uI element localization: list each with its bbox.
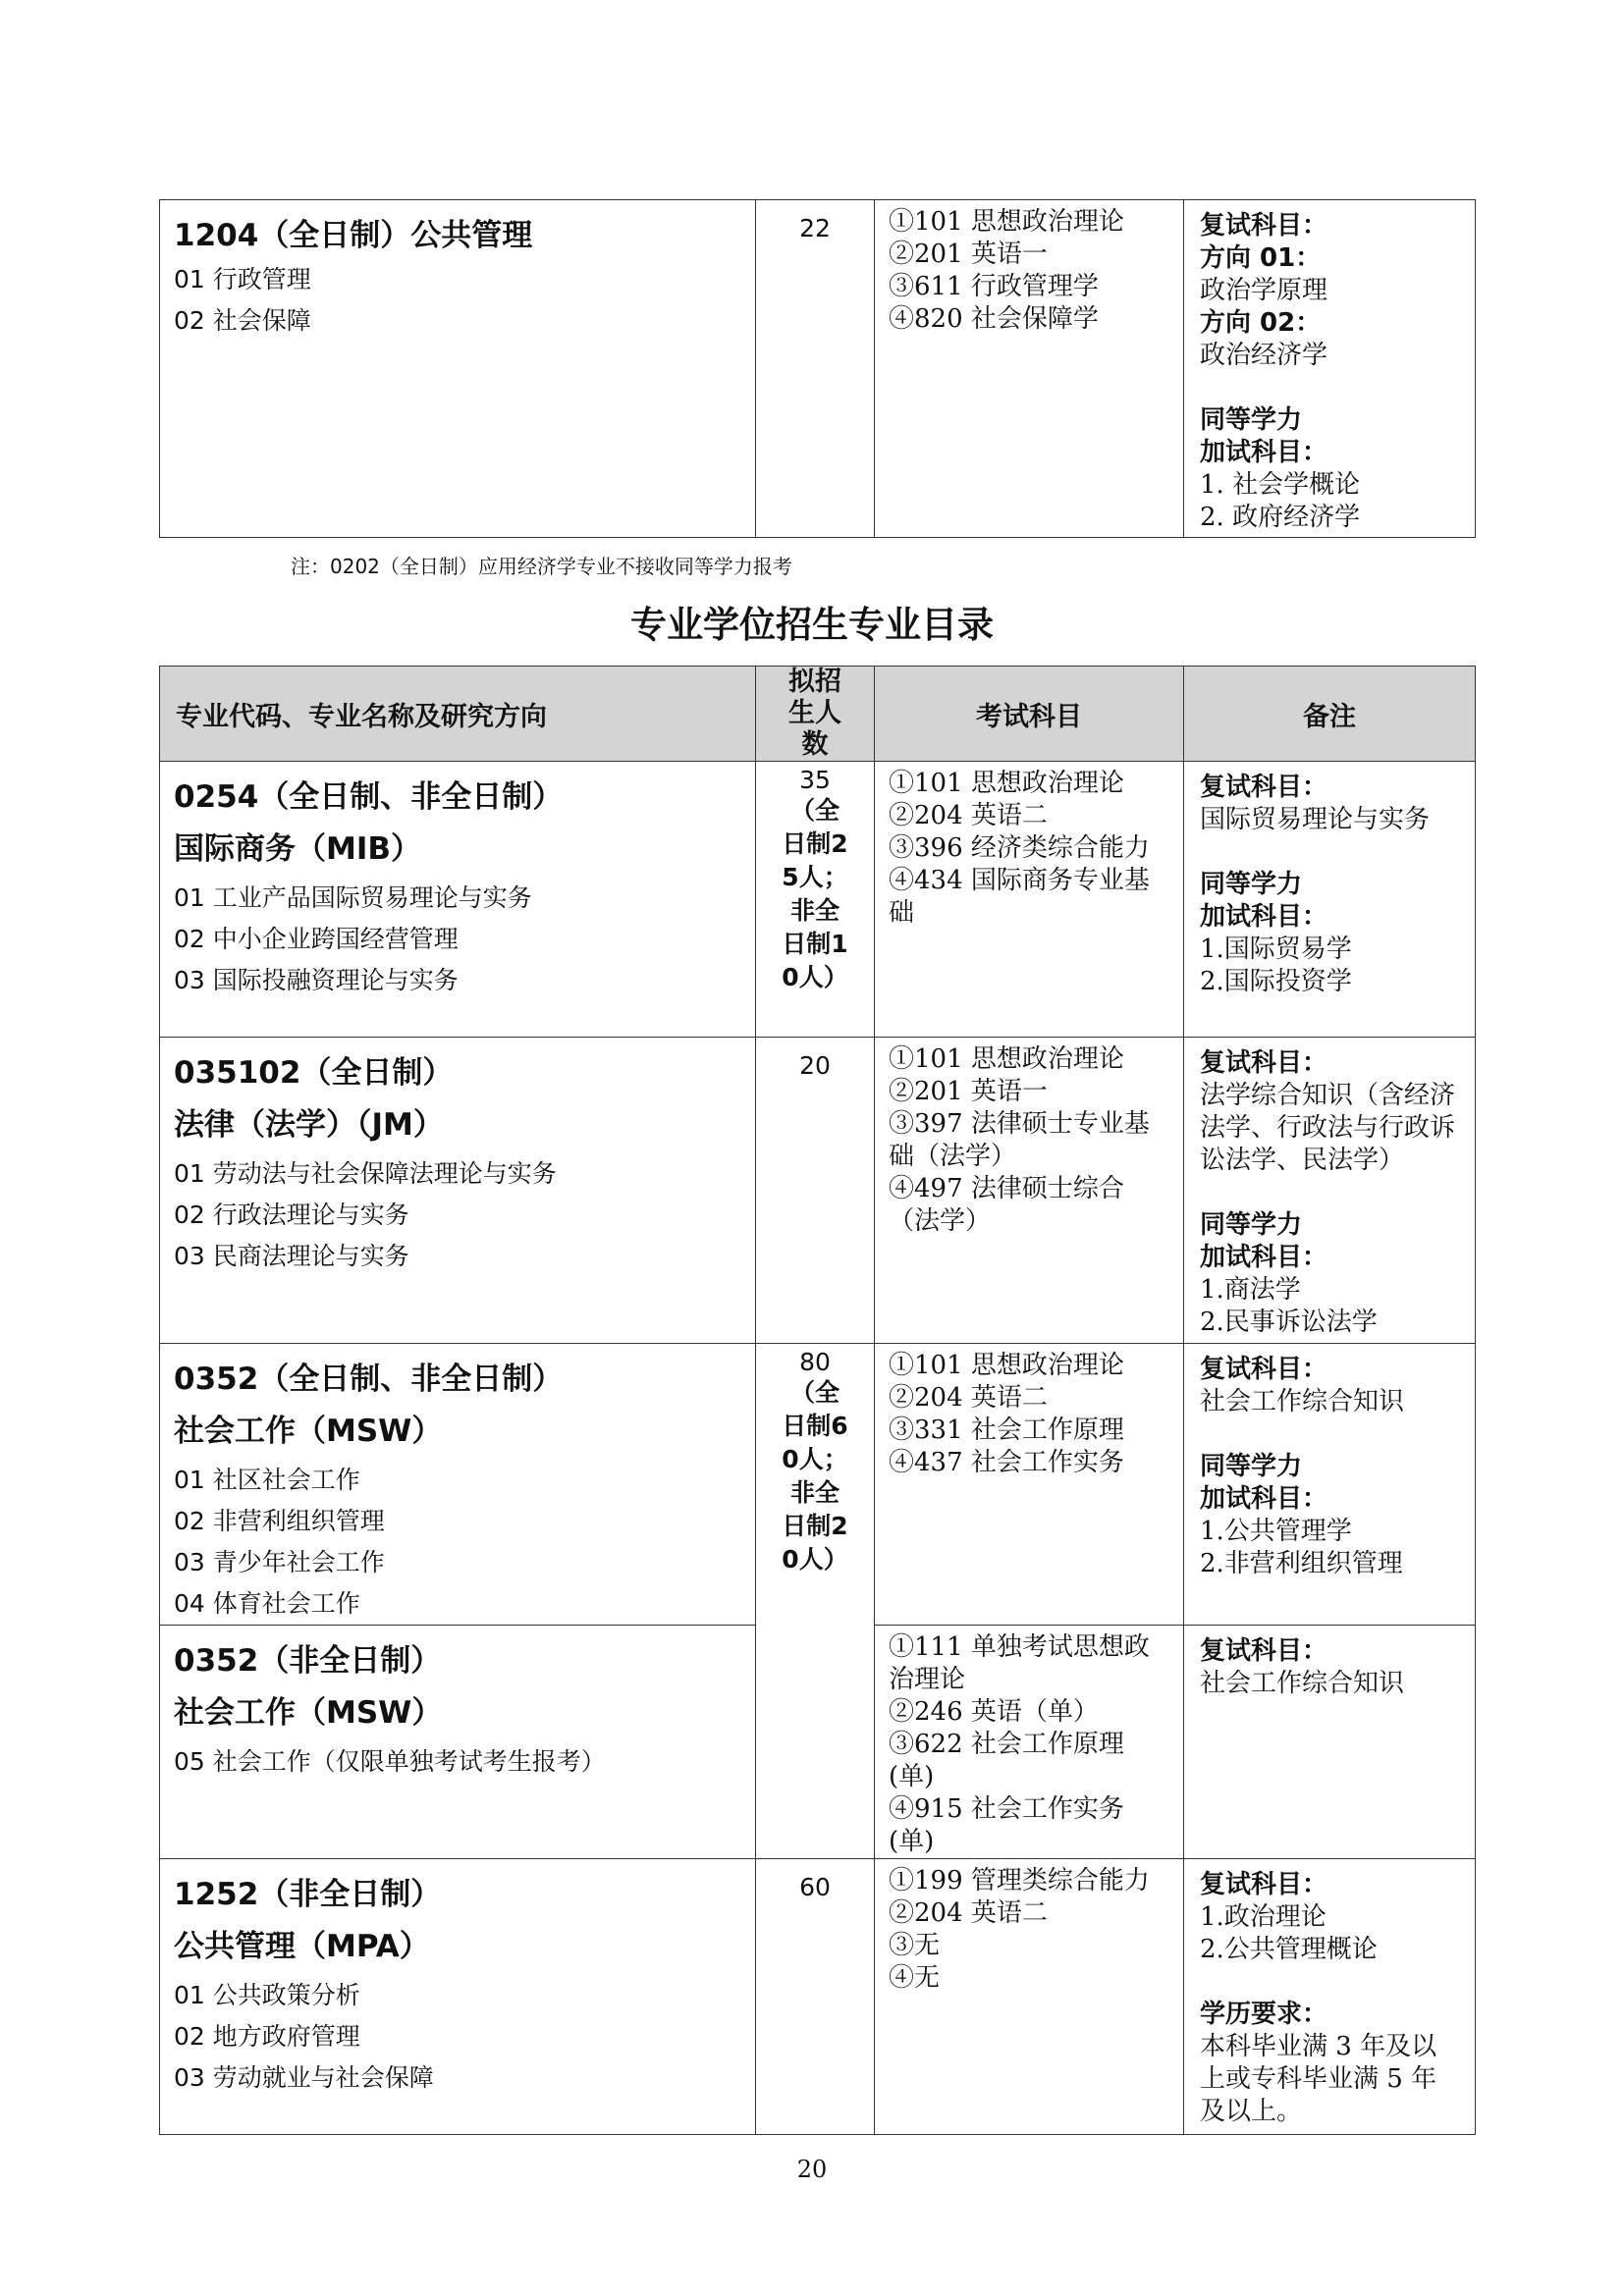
remark-line: 同等学力 [1200, 1452, 1303, 1481]
remark-spacer [1200, 1966, 1461, 1999]
remark-line: 同等学力 [1200, 870, 1303, 899]
header-quota-label: 拟招生人数 [788, 667, 841, 760]
remarks-cell [1184, 762, 1476, 1038]
exam-item: ②201 英语一 [889, 1077, 1048, 1106]
remark-line: 2.民事诉讼法学 [1200, 1308, 1378, 1337]
remark-line: 2.非营利组织管理 [1200, 1549, 1403, 1578]
remark-line: 方向 01： [1200, 243, 1322, 273]
exam-cell [875, 1859, 1184, 2135]
program-code: 0352（非全日制） [174, 1643, 442, 1679]
exam-cell [875, 1626, 1184, 1859]
section-title: 专业学位招生专业目录 [630, 604, 994, 646]
program-code: 0254（全日制、非全日制） [174, 779, 564, 815]
remark-line: 同等学力 [1200, 405, 1303, 435]
direction-item: 03 劳动就业与社会保障 [174, 2063, 434, 2092]
direction-item: 01 行政管理 [174, 265, 311, 294]
table-row [160, 1344, 1476, 1626]
remark-line: 复试科目： [1200, 773, 1328, 802]
remarks-cell [1184, 1344, 1476, 1626]
program-cell [160, 200, 756, 538]
exam-item: ②201 英语一 [889, 240, 1048, 269]
exam-item: ③331 社会工作原理 [889, 1415, 1124, 1445]
quota-detail: （全日制60人；非全日制20人） [782, 1378, 848, 1574]
remarks-cell [1184, 1859, 1476, 2135]
program-name: 社会工作（MSW） [174, 1695, 443, 1731]
remark-line: 2.国际投资学 [1200, 967, 1352, 996]
remark-line: 社会工作综合知识 [1200, 1387, 1405, 1416]
direction-item: 01 劳动法与社会保障法理论与实务 [174, 1159, 557, 1188]
exam-item: ④434 国际商务专业基础 [889, 866, 1150, 928]
remark-spacer [1200, 372, 1461, 404]
exam-item: ②246 英语（单） [889, 1697, 1099, 1727]
remark-line: 1.公共管理学 [1200, 1517, 1352, 1546]
exam-item: ③611 行政管理学 [889, 272, 1099, 301]
remark-spacer [1200, 836, 1461, 869]
exam-item: ③622 社会工作原理(单) [889, 1730, 1124, 1791]
remark-line: 复试科目： [1200, 1048, 1328, 1078]
exam-item: ④437 社会工作实务 [889, 1448, 1124, 1477]
exam-item: ①101 思想政治理论 [889, 1044, 1124, 1074]
direction-item: 03 国际投融资理论与实务 [174, 966, 459, 994]
exam-item: ①101 思想政治理论 [889, 207, 1124, 237]
remark-line: 政治学原理 [1200, 276, 1328, 305]
quota-cell [756, 200, 875, 538]
remark-line: 加试科目： [1200, 1243, 1328, 1272]
direction-item: 02 社会保障 [174, 306, 311, 335]
direction-item: 04 体育社会工作 [174, 1589, 360, 1618]
program-cell [160, 1859, 756, 2135]
quota-number: 35 [799, 766, 831, 794]
quota-number: 60 [799, 1873, 831, 1901]
remark-line: 社会工作综合知识 [1200, 1669, 1405, 1698]
exam-item: ①101 思想政治理论 [889, 1351, 1124, 1380]
direction-item: 05 社会工作（仅限单独考试考生报考） [174, 1747, 606, 1776]
program-name: 国际商务（MIB） [174, 831, 422, 867]
exam-item: ②204 英语二 [889, 1383, 1048, 1413]
remark-line: 1.商法学 [1200, 1275, 1301, 1305]
quota-number: 80 [799, 1348, 831, 1376]
remark-spacer [1200, 1177, 1461, 1209]
remark-line: 学历要求： [1200, 2000, 1328, 2029]
direction-item: 01 公共政策分析 [174, 1981, 360, 2009]
direction-item: 02 非营利组织管理 [174, 1507, 385, 1535]
header-row [160, 667, 1476, 762]
exam-item: ②204 英语二 [889, 801, 1048, 830]
remark-line: 加试科目： [1200, 1484, 1328, 1514]
direction-item: 02 地方政府管理 [174, 2022, 360, 2051]
remark-line: 复试科目： [1200, 1636, 1328, 1666]
quota-cell [756, 1859, 875, 2135]
footnote: 注：0202（全日制）应用经济学专业不接收同等学力报考 [291, 555, 792, 578]
quota-cell [756, 1038, 875, 1344]
table-row [160, 200, 1476, 538]
header-remarks: 备注 [1184, 667, 1476, 762]
direction-item: 01 工业产品国际贸易理论与实务 [174, 883, 532, 912]
program-cell [160, 1626, 756, 1859]
remark-line: 复试科目： [1200, 211, 1328, 240]
program-code: 1252（非全日制） [174, 1877, 442, 1912]
direction-item: 03 青少年社会工作 [174, 1548, 385, 1576]
quota-cell [756, 1344, 875, 1859]
table-row [160, 1038, 1476, 1344]
remark-line: 政治经济学 [1200, 341, 1328, 370]
remark-line: 加试科目： [1200, 438, 1328, 467]
remarks-cell [1184, 200, 1476, 538]
exam-cell [875, 1038, 1184, 1344]
table-row [160, 762, 1476, 1038]
remark-line: 1. 社会学概论 [1200, 470, 1361, 500]
program-name: 法律（法学）（JM） [174, 1107, 444, 1143]
program-code: 0352（全日制、非全日制） [174, 1362, 564, 1397]
program-cell [160, 1038, 756, 1344]
exam-cell [875, 1344, 1184, 1626]
page-number: 20 [796, 2156, 828, 2183]
remark-line: 国际贸易理论与实务 [1200, 805, 1431, 834]
exam-item: ③无 [889, 1931, 941, 1960]
remark-line: 加试科目： [1200, 902, 1328, 932]
remark-spacer [1200, 1418, 1461, 1451]
remark-line: 1.政治理论 [1200, 1902, 1326, 1932]
program-name: 公共管理（MPA） [174, 1929, 430, 1964]
quota-cell [756, 762, 875, 1038]
exam-item: ④820 社会保障学 [889, 304, 1099, 334]
program-name: 社会工作（MSW） [174, 1414, 443, 1449]
exam-item: ①199 管理类综合能力 [889, 1866, 1150, 1896]
exam-item: ①101 思想政治理论 [889, 769, 1124, 798]
direction-item: 02 行政法理论与实务 [174, 1201, 409, 1229]
header-program: 专业代码、专业名称及研究方向 [160, 667, 756, 762]
exam-item: ④915 社会工作实务(单) [889, 1794, 1124, 1856]
exam-item: ②204 英语二 [889, 1898, 1048, 1928]
program-cell [160, 762, 756, 1038]
direction-item: 03 民商法理论与实务 [174, 1242, 409, 1270]
exam-cell [875, 200, 1184, 538]
quota-number: 20 [799, 1051, 831, 1080]
exam-item: ④无 [889, 1963, 941, 1993]
remark-line: 2.公共管理概论 [1200, 1935, 1378, 1964]
remark-line: 复试科目： [1200, 1355, 1328, 1384]
exam-cell [875, 762, 1184, 1038]
exam-item: ①111 单独考试思想政治理论 [889, 1632, 1150, 1694]
remarks-cell [1184, 1626, 1476, 1859]
program-cell [160, 1344, 756, 1626]
direction-item: 02 中小企业跨国经营管理 [174, 925, 459, 953]
remarks-cell [1184, 1038, 1476, 1344]
exam-item: ③397 法律硕士专业基础（法学） [889, 1109, 1150, 1171]
remark-line: 1.国际贸易学 [1200, 934, 1352, 964]
remark-line: 法学综合知识（含经济法学、行政法与行政诉讼法学、民法学） [1200, 1081, 1456, 1175]
header-quota [756, 667, 875, 762]
table-row [160, 1859, 1476, 2135]
header-exams: 考试科目 [875, 667, 1184, 762]
program-title: 1204（全日制）公共管理 [174, 218, 533, 253]
remark-line: 方向 02： [1200, 308, 1322, 338]
program-code: 035102（全日制） [174, 1055, 454, 1091]
remark-line: 同等学力 [1200, 1210, 1303, 1240]
top-catalog-table [159, 199, 1476, 538]
professional-degree-table [159, 666, 1476, 2135]
remark-line: 2. 政府经济学 [1200, 503, 1361, 532]
exam-item: ③396 经济类综合能力 [889, 833, 1150, 863]
remark-line: 本科毕业满 3 年及以上或专科毕业满 5 年及以上。 [1200, 2032, 1437, 2126]
quota-detail: （全日制25人；非全日制10人） [782, 796, 848, 991]
direction-item: 01 社区社会工作 [174, 1466, 360, 1494]
exam-item: ④497 法律硕士综合（法学） [889, 1174, 1124, 1236]
remark-line: 复试科目： [1200, 1870, 1328, 1899]
quota-number: 22 [799, 214, 831, 242]
